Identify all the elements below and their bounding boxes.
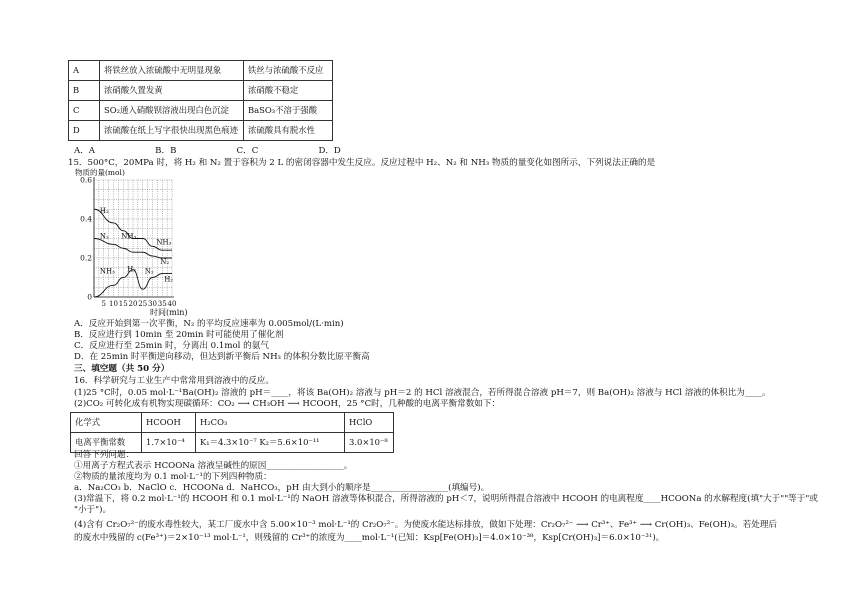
table-cell: K₁＝4.3×10⁻⁷ K₂＝5.6×10⁻¹¹ <box>196 433 345 453</box>
table-row <box>71 413 394 433</box>
question-15-option-d: D．在 25min 时平衡逆向移动，但达到新平衡后 NH₃ 的体积分数比原平衡高 <box>74 352 370 362</box>
question-16-part-4-cont: 的废水中残留的 c(Fe³⁺)＝2×10⁻¹³ mol·L⁻¹，则残留的 Cr³⁺的浓度为____mol·L⁻¹(已知：Ksp[Fe(OH)₃]＝4.0×10⁻³⁸，Ksp[Cr(OH)₃]＝6.0×10⁻³¹)。 <box>74 533 665 543</box>
table-cell: 浓硝酸久置发黄 <box>100 81 244 101</box>
series-label: NH₃ <box>99 267 115 276</box>
table-header-cell: 化学式 <box>71 413 142 433</box>
answer-prompt: 回答下列问题： <box>74 450 135 460</box>
table-row <box>69 101 333 121</box>
x-tick-label: 15 <box>118 300 128 308</box>
table-cell: 浓硫酸在纸上写字很快出现黑色痕迹 <box>100 121 244 141</box>
question-15-option-a: A．反应开始到第一次平衡，N₂ 的平均反应速率为 0.005mol/(L·min) <box>74 319 344 329</box>
x-tick-label: 40 <box>167 300 177 308</box>
x-tick-label: 5 <box>101 300 106 308</box>
table-header-cell: H₂CO₃ <box>196 413 345 433</box>
question-15-option-c: C．反应进行至 25min 时，分离出 0.1mol 的氨气 <box>74 341 269 351</box>
question-16-part-2: (2)CO₂ 可转化成有机物实现碳循环：CO₂ ⟶ CH₃OH ⟶ HCOOH，25 °C时，几种酸的电离平衡常数如下： <box>74 399 501 409</box>
table-cell: 浓硝酸不稳定 <box>244 81 333 101</box>
question-16-sub-1: ①用离子方程式表示 HCOONa 溶液呈碱性的原因__________________。 <box>74 461 353 471</box>
x-tick-label: 10 <box>109 300 118 308</box>
question-16-part-1: (1)25 °C时，0.05 mol·L⁻¹Ba(OH)₂ 溶液的 pH＝____，将该 Ba(OH)₂ 溶液与 pH＝2 的 HCl 溶液混合，若所得混合溶液 pH＝7，则 Ba(OH)₂ 溶液与 HCl 溶液的体积比为____。 <box>74 388 771 398</box>
table-cell: 将铁丝放入浓硫酸中无明显现象 <box>100 61 244 81</box>
series-label: N₂ <box>99 232 109 241</box>
x-tick-label: 35 <box>157 300 167 308</box>
table-header-cell: HCOOH <box>142 413 196 433</box>
question-16-sub-2: ②物质的量浓度均为 0.1 mol·L⁻¹的下列四种物质： <box>74 472 272 482</box>
question-14-options: A．A B．B C．C D．D <box>74 146 341 156</box>
series-label: H₂ <box>127 265 137 274</box>
table-cell: A <box>69 61 100 81</box>
question-14-table <box>68 60 333 141</box>
table-row <box>69 81 333 101</box>
question-16-part-4: (4)含有 Cr₂O₇²⁻的废水毒性较大，某工厂废水中含 5.00×10⁻³ mol·L⁻¹的 Cr₂O₇²⁻。为使废水能达标排放，做如下处理：Cr₂O₇²⁻ ⟶ Cr³⁺、Fe³⁺ ⟶ Cr(OH)₃、Fe(OH)₃。若处理后 <box>74 520 778 530</box>
section-heading: 三、填空题（共 50 分） <box>74 364 170 374</box>
question-16-part-3-cont: "小于")。 <box>74 505 112 515</box>
chart-xlabel: 时间(min) <box>150 308 188 317</box>
series-label: N₂ <box>144 267 154 276</box>
y-tick-label: 0.2 <box>80 253 92 263</box>
y-tick-label: 0.4 <box>80 214 92 224</box>
table-cell: 3.0×10⁻⁸ <box>345 433 394 453</box>
ionization-constants-table <box>70 412 394 453</box>
question-16-sub-2-options: a．Na₂CO₃ b．NaClO c．HCOONa d．NaHCO₃，pH 由大到小的顺序是__________________(填编号)。 <box>74 483 490 493</box>
series-label: H₂ <box>99 207 109 216</box>
amount-vs-time-chart <box>75 165 188 317</box>
table-cell: B <box>69 81 100 101</box>
chart-ylabel: 物质的量(mol) <box>75 168 125 177</box>
table-row <box>69 61 333 81</box>
table-cell: 电离平衡常数 <box>71 433 142 453</box>
question-16-intro: 16．科学研究与工业生产中常常用到溶液中的反应。 <box>74 376 274 386</box>
question-15-stem: 15．500°C，20MPa 时，将 H₂ 和 N₂ 置于容积为 2 L 的密闭容器中发生反应。反应过程中 H₂、N₂ 和 NH₃ 物质的量变化如图所示，下列说法正确的是 <box>68 158 656 168</box>
table-cell: 1.7×10⁻⁴ <box>142 433 196 453</box>
table-cell: C <box>69 101 100 121</box>
chart-labels <box>100 207 173 283</box>
table-cell: 浓硫酸具有脱水性 <box>244 121 333 141</box>
series-label: NH₃ <box>156 238 172 247</box>
question-16-part-3: (3)常温下，将 0.2 mol·L⁻¹的 HCOOH 和 0.1 mol·L⁻¹的 NaOH 溶液等体积混合，所得溶液的 pH＜7，说明所得混合溶液中 HCOOH 的电离程度____HCOONa 的水解程度(填"大于""等于"或 <box>74 494 818 504</box>
x-tick-label: 30 <box>148 300 157 308</box>
table-cell: 铁丝与浓硫酸不反应 <box>244 61 333 81</box>
y-tick-label: 0.6 <box>80 175 92 185</box>
table-cell: D <box>69 121 100 141</box>
y-tick-label: 0 <box>87 292 92 302</box>
series-label: N₂ <box>160 257 170 266</box>
table-row <box>69 121 333 141</box>
table-cell: BaSO₃不溶于强酸 <box>244 101 333 121</box>
question-15-option-b: B．反应进行到 10min 至 20min 时可能使用了催化剂 <box>74 330 284 340</box>
x-tick-label: 20 <box>128 300 138 308</box>
table-cell: SO₂通入硝酸钡溶液出现白色沉淀 <box>100 101 244 121</box>
series-label: NH₃ <box>121 232 137 241</box>
x-tick-label: 25 <box>138 300 148 308</box>
table-header-cell: HClO <box>345 413 394 433</box>
series-label: H₂ <box>164 275 174 284</box>
